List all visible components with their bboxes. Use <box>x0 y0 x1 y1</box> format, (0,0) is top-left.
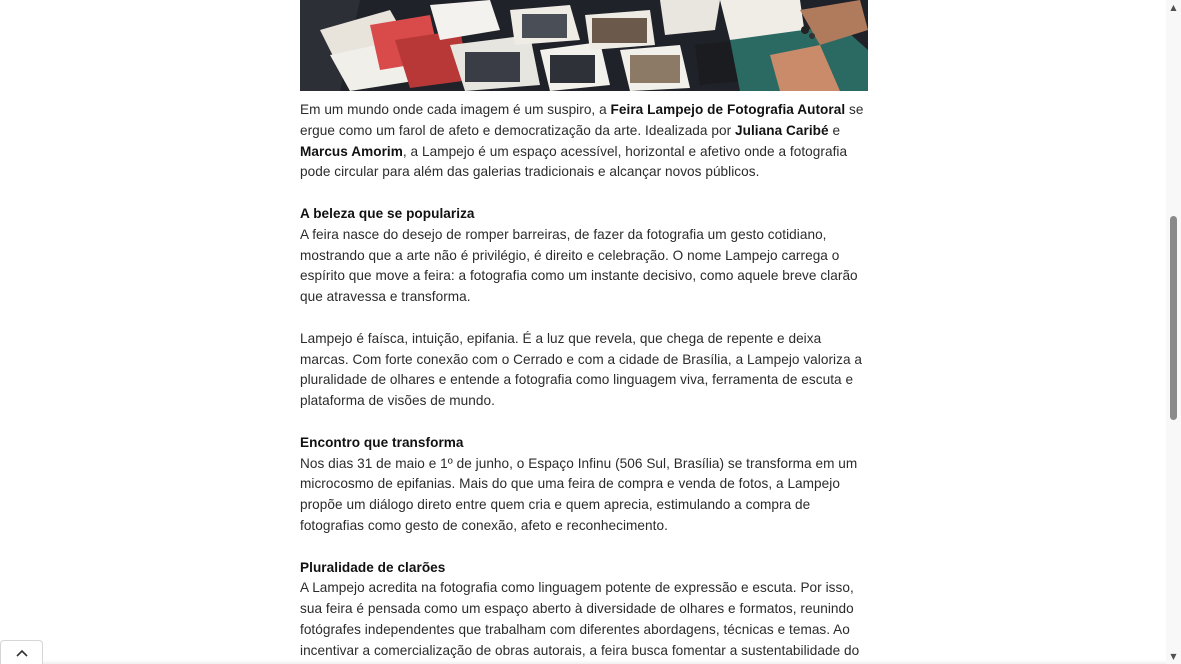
founder-1: Juliana Caribé <box>734 122 829 138</box>
article-body <box>300 100 868 662</box>
article <box>300 0 868 664</box>
section-heading: Encontro que transforma <box>300 434 464 450</box>
chevron-up-icon <box>15 646 29 660</box>
intro-text-2: se ergue como um farol de afeto e democratização da arte. Idealizada por <box>300 102 864 138</box>
scroll-down-icon[interactable]: ▼ <box>1170 652 1177 661</box>
hero-photo <box>300 0 868 91</box>
intro-text-4: , a Lampejo é um espaço acessível, horizontal e afetivo onde a fotografia pode circular para além das galerias tradicionais e alcançar novos públicos. <box>300 143 848 180</box>
intro-text-1: Em um mundo onde cada imagem é um suspiro, a <box>300 102 611 117</box>
section-heading: A beleza que se populariza <box>300 205 475 221</box>
paragraph: Nos dias 31 de maio e 1º de junho, o Espaço Infinu (506 Sul, Brasília) se transforma em um microcosmo de epifanias. Mais do que uma feira de compra e venda de fotos, a Lampejo propõe um diálogo direto entre quem cria e quem aprecia, estimulando a compra de fotografias como gesto de conexão, afeto e reconhecimento. <box>300 455 858 533</box>
intro-text-3: e <box>828 122 841 138</box>
paragraph: A feira nasce do desejo de romper barreiras, de fazer da fotografia um gesto cotidiano, mostrando que a arte não é privilégio, é direito e celebração. O nome Lampejo carrega o espírito que move a feira: a fotografia como um instante decisivo, como aquele breve clarão que atravessa e transforma. <box>300 226 858 305</box>
founder-2: Marcus Amorim <box>300 143 403 159</box>
back-to-top-button[interactable] <box>0 640 43 664</box>
vertical-scrollbar[interactable] <box>1166 0 1181 664</box>
paragraph: A Lampejo acredita na fotografia como linguagem potente de expressão e escuta. Por isso, sua feira é pensada como um espaço aberto à diversidade de olhares e formatos, reunindo fotógrafes independentes que trabalham com diferentes abordagens, técnicas e temas. Ao incentivar a comercialização de obras autorais, a feira busca fomentar a sustentabilidade do <box>300 580 860 658</box>
fair-name: Feira Lampejo de Fotografia Autoral <box>610 102 846 117</box>
intro-paragraph <box>300 100 868 183</box>
paragraph: Lampejo é faísca, intuição, epifania. É a luz que revela, que chega de repente e deixa marcas. Com forte conexão com o Cerrado e com a cidade de Brasília, a Lampejo valoriza a pluralidade de olhares e entende a fotografia como linguagem viva, ferramenta de escuta e plataforma de visões de mundo. <box>300 330 863 409</box>
hero-image <box>300 0 868 91</box>
scroll-up-icon[interactable]: ▲ <box>1170 3 1177 12</box>
scroll-thumb[interactable] <box>1170 216 1177 420</box>
bottom-edge <box>0 660 1166 664</box>
section-heading: Pluralidade de clarões <box>300 559 446 575</box>
